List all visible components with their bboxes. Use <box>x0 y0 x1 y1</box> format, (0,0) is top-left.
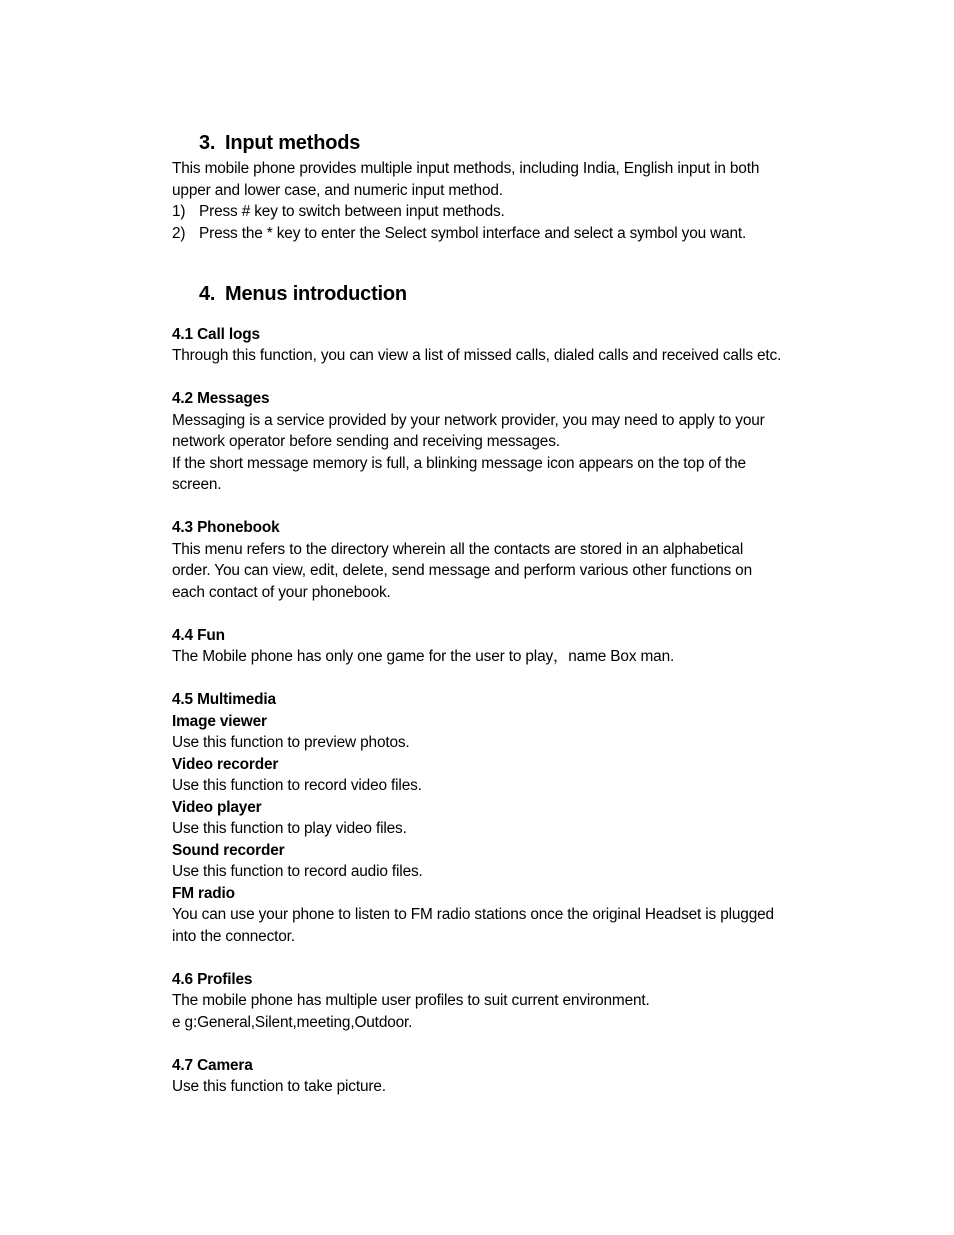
list-item-text: Press # key to switch between input methods. <box>199 203 505 220</box>
phonebook-text: This menu refers to the directory wherein all the contacts are stored in an alphabetical order. You can view, edit, delete, send message and perform various other functions on each contact of your phonebook. <box>172 540 753 601</box>
fm-radio-text: You can use your phone to listen to FM radio stations once the original Headset is plugged into the connector. <box>172 906 774 945</box>
call-logs-text: Through this function, you can view a list of missed calls, dialed calls and received calls etc. <box>172 347 782 364</box>
subsection-heading-profiles: 4.6 Profiles <box>172 970 253 988</box>
sound-recorder-label: Sound recorder <box>172 841 285 859</box>
list-item <box>172 223 782 245</box>
video-recorder-text: Use this function to record video files. <box>172 777 422 794</box>
list-item <box>172 201 782 223</box>
camera-text: Use this function to take picture. <box>172 1078 386 1095</box>
messages-text-2: If the short message memory is full, a blinking message icon appears on the top of the screen. <box>172 454 746 493</box>
video-player-text: Use this function to play video files. <box>172 820 407 837</box>
input-methods-intro: This mobile phone provides multiple input methods, including India, English input in both upper and lower case, and numeric input method. <box>172 160 760 199</box>
section-heading-input-methods <box>172 128 782 158</box>
list-item-text: Press the * key to enter the Select symbol interface and select a symbol you want. <box>199 225 747 242</box>
video-player-label: Video player <box>172 798 262 816</box>
spacer <box>172 496 782 518</box>
fm-radio-label: FM radio <box>172 884 235 902</box>
spacer <box>172 668 782 690</box>
section-number: 4. <box>199 282 216 305</box>
document-page <box>172 128 782 1098</box>
list-marker: 1) <box>172 203 186 220</box>
video-recorder-label: Video recorder <box>172 755 279 773</box>
profiles-text-1: The mobile phone has multiple user profiles to suit current environment. <box>172 992 650 1009</box>
section-title: Menus introduction <box>225 282 407 305</box>
list-marker: 2) <box>172 225 186 242</box>
input-methods-steps <box>172 201 782 245</box>
spacer <box>172 603 782 625</box>
subsection-heading-camera: 4.7 Camera <box>172 1056 253 1074</box>
spacer <box>172 309 782 324</box>
messages-text-1: Messaging is a service provided by your network provider, you may need to apply to your network operator before sending and receiving messages. <box>172 411 765 450</box>
image-viewer-label: Image viewer <box>172 712 267 730</box>
spacer <box>172 245 782 279</box>
fun-text: The Mobile phone has only one game for the user to play，name Box man. <box>172 648 675 665</box>
subsection-heading-call-logs: 4.1 Call logs <box>172 325 260 343</box>
subsection-heading-fun: 4.4 Fun <box>172 626 225 644</box>
section-title: Input methods <box>225 132 361 154</box>
profiles-text-2: e g:General,Silent,meeting,Outdoor. <box>172 1013 413 1031</box>
section-number: 3. <box>199 132 216 154</box>
image-viewer-text: Use this function to preview photos. <box>172 734 410 751</box>
subsection-heading-messages: 4.2 Messages <box>172 390 270 407</box>
subsection-heading-multimedia: 4.5 Multimedia <box>172 691 276 708</box>
section-heading-menus <box>172 279 782 309</box>
spacer <box>172 1033 782 1055</box>
spacer <box>172 947 782 969</box>
sound-recorder-text: Use this function to record audio files. <box>172 863 423 880</box>
subsection-heading-phonebook: 4.3 Phonebook <box>172 519 280 536</box>
spacer <box>172 367 782 389</box>
